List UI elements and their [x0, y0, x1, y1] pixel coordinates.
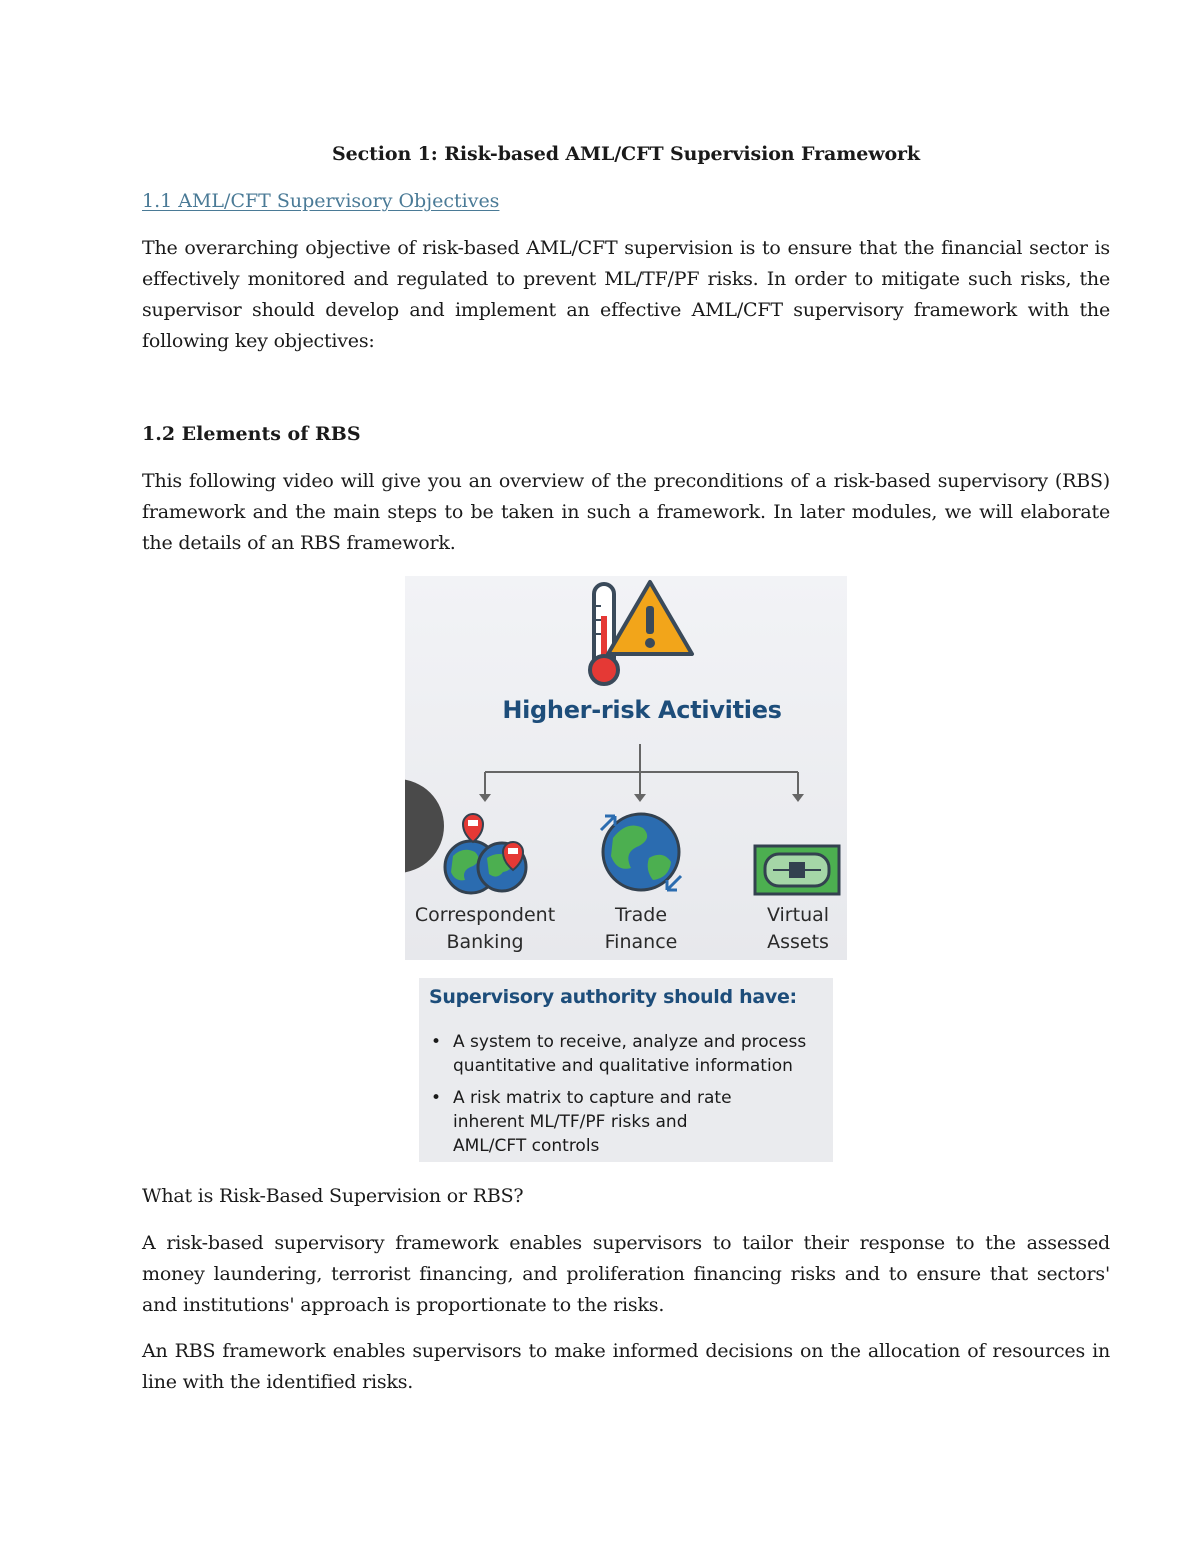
rbs-paragraph-1: A risk-based supervisory framework enables supervisors to tailor their response to the assessed money laundering, terrorist financing, and proliferation financing risks and to ensure that sectors' and institutions' approach is proportionate to the risks.: [142, 1232, 1110, 1316]
trade-finance-label: Trade Finance: [604, 904, 678, 953]
elements-heading: 1.2 Elements of RBS: [142, 423, 361, 445]
bullet-dot: •: [431, 1032, 442, 1052]
objectives-heading-link[interactable]: 1.1 AML/CFT Supervisory Objectives: [142, 190, 500, 212]
thermometer-icon: [590, 584, 618, 684]
correspondent-banking-icon: [445, 814, 526, 893]
rbs-paragraph-2: An RBS framework enables supervisors to make informed decisions on the allocation of resources in line with the identified risks.: [142, 1340, 1110, 1393]
virtual-assets-icon: [755, 846, 839, 894]
warning-icon: [608, 582, 692, 654]
connector-lines: [479, 744, 804, 802]
virtual-assets-label: Virtual Assets: [766, 904, 830, 953]
higher-risk-title: Higher-risk Activities: [502, 696, 782, 724]
partial-circle-decoration: [405, 779, 444, 873]
bullet-dot: •: [431, 1088, 442, 1108]
authority-title: Supervisory authority should have:: [429, 986, 797, 1008]
trade-finance-icon: [601, 814, 681, 890]
section-title: Section 1: Risk-based AML/CFT Supervision Framework: [332, 143, 920, 165]
correspondent-banking-label: Correspondent Banking: [414, 904, 556, 953]
objectives-paragraph: The overarching objective of risk-based AML/CFT supervision is to ensure that the financial sector is effectively monitored and regulated to prevent ML/TF/PF risks. In order to mitigate such risks, the supervisor should develop and implement an effective AML/CFT supervisory framework with the following key objectives:: [142, 237, 1110, 352]
rbs-question: What is Risk-Based Supervision or RBS?: [142, 1185, 524, 1207]
supervisory-authority-box: Supervisory authority should have: • A system to receive, analyze and process quantitative and qualitative information • A risk matrix to capture and rate inherent ML/TF/PF risks and AML/CFT controls: [419, 978, 833, 1162]
elements-paragraph: This following video will give you an overview of the preconditions of a risk-based supervisory (RBS) framework and the main steps to be taken in such a framework. In later modules, we will elaborate the details of an RBS framework.: [142, 470, 1110, 554]
